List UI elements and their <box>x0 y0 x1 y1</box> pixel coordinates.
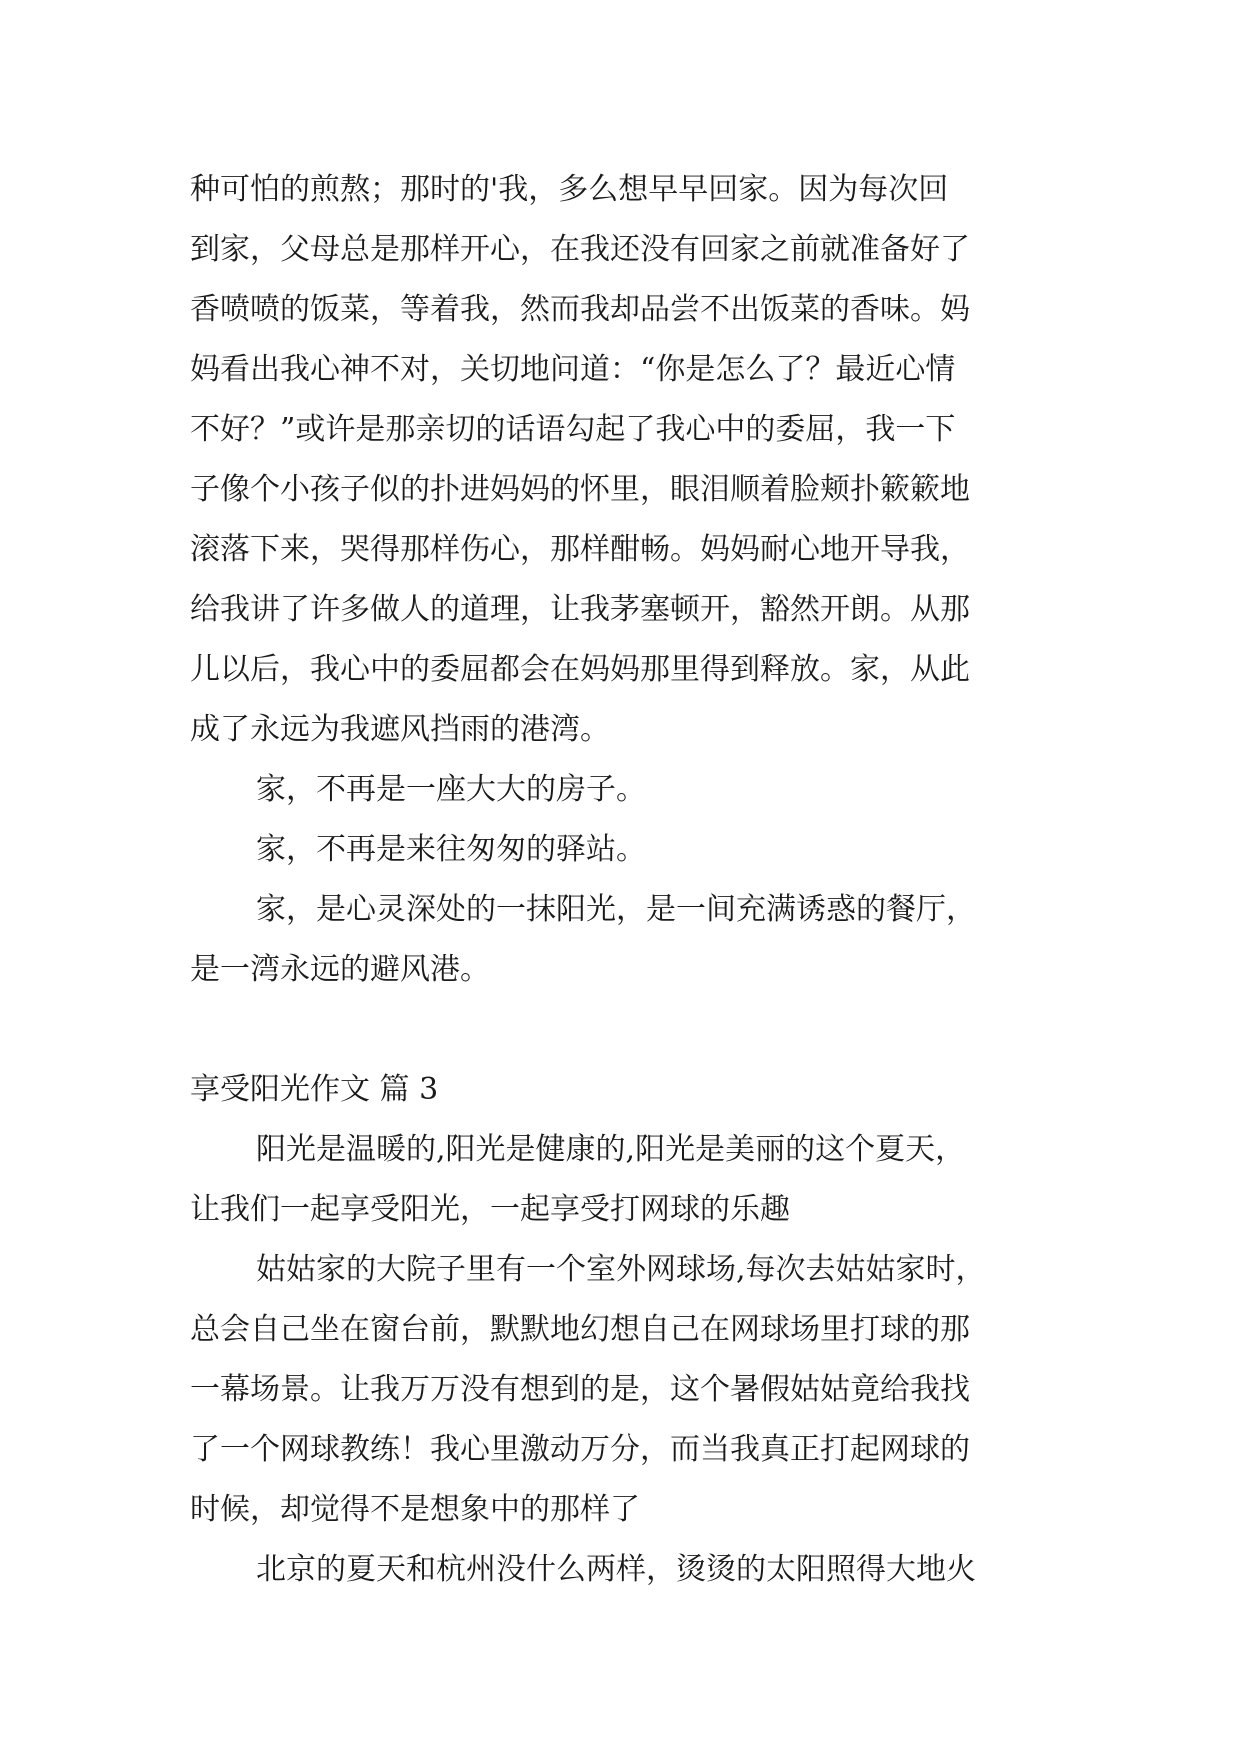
text-line: 到家，父母总是那样开心，在我还没有回家之前就准备好了 <box>190 232 970 267</box>
text-line: 儿以后，我心中的委屈都会在妈妈那里得到释放。家，从此 <box>190 652 970 687</box>
text-line: 总会自己坐在窗台前，默默地幻想自己在网球场里打球的那 <box>190 1312 970 1347</box>
paragraph-aunt: 姑姑家的大院子里有一个室外网球场,每次去姑姑家时， <box>256 1252 986 1287</box>
section-heading: 享受阳光作文 篇 3 <box>190 1072 439 1107</box>
paragraph-home-house: 家，不再是一座大大的房子。 <box>256 772 646 807</box>
text-line: 给我讲了许多做人的道理，让我茅塞顿开，豁然开朗。从那 <box>190 592 970 627</box>
section-spacer <box>190 1000 1060 1060</box>
text-line: 香喷喷的饭菜，等着我，然而我却品尝不出饭菜的香味。妈 <box>190 292 970 327</box>
paragraph-beijing: 北京的夏天和杭州没什么两样，烫烫的太阳照得大地火 <box>256 1552 976 1587</box>
text-line: 时候，却觉得不是想象中的那样了 <box>190 1492 640 1527</box>
text-line: 一幕场景。让我万万没有想到的是，这个暑假姑姑竟给我找 <box>190 1372 970 1407</box>
text-line: 不好？”或许是那亲切的话语勾起了我心中的委屈，我一下 <box>190 412 956 447</box>
paragraph-home-station: 家，不再是来往匆匆的驿站。 <box>256 832 646 867</box>
text-line: 成了永远为我遮风挡雨的港湾。 <box>190 712 610 747</box>
document-body <box>190 160 1060 1600</box>
text-line: 种可怕的煎熬；那时的'我，多么想早早回家。因为每次回 <box>190 172 949 207</box>
text-line: 了一个网球教练！我心里激动万分，而当我真正打起网球的 <box>190 1432 970 1467</box>
paragraph-home-harbor: 是一湾永远的避风港。 <box>190 952 490 987</box>
paragraph-sun-cont: 让我们一起享受阳光，一起享受打网球的乐趣 <box>190 1192 790 1227</box>
paragraph-home-sunshine: 家，是心灵深处的一抹阳光，是一间充满诱惑的餐厅， <box>256 892 976 927</box>
text-line: 妈看出我心神不对，关切地问道：“你是怎么了？最近心情 <box>190 352 956 387</box>
paragraph-sun: 阳光是温暖的,阳光是健康的,阳光是美丽的这个夏天， <box>256 1132 966 1167</box>
text-line: 子像个小孩子似的扑进妈妈的怀里，眼泪顺着脸颊扑簌簌地 <box>190 472 970 507</box>
text-line: 滚落下来，哭得那样伤心，那样酣畅。妈妈耐心地开导我， <box>190 532 970 567</box>
